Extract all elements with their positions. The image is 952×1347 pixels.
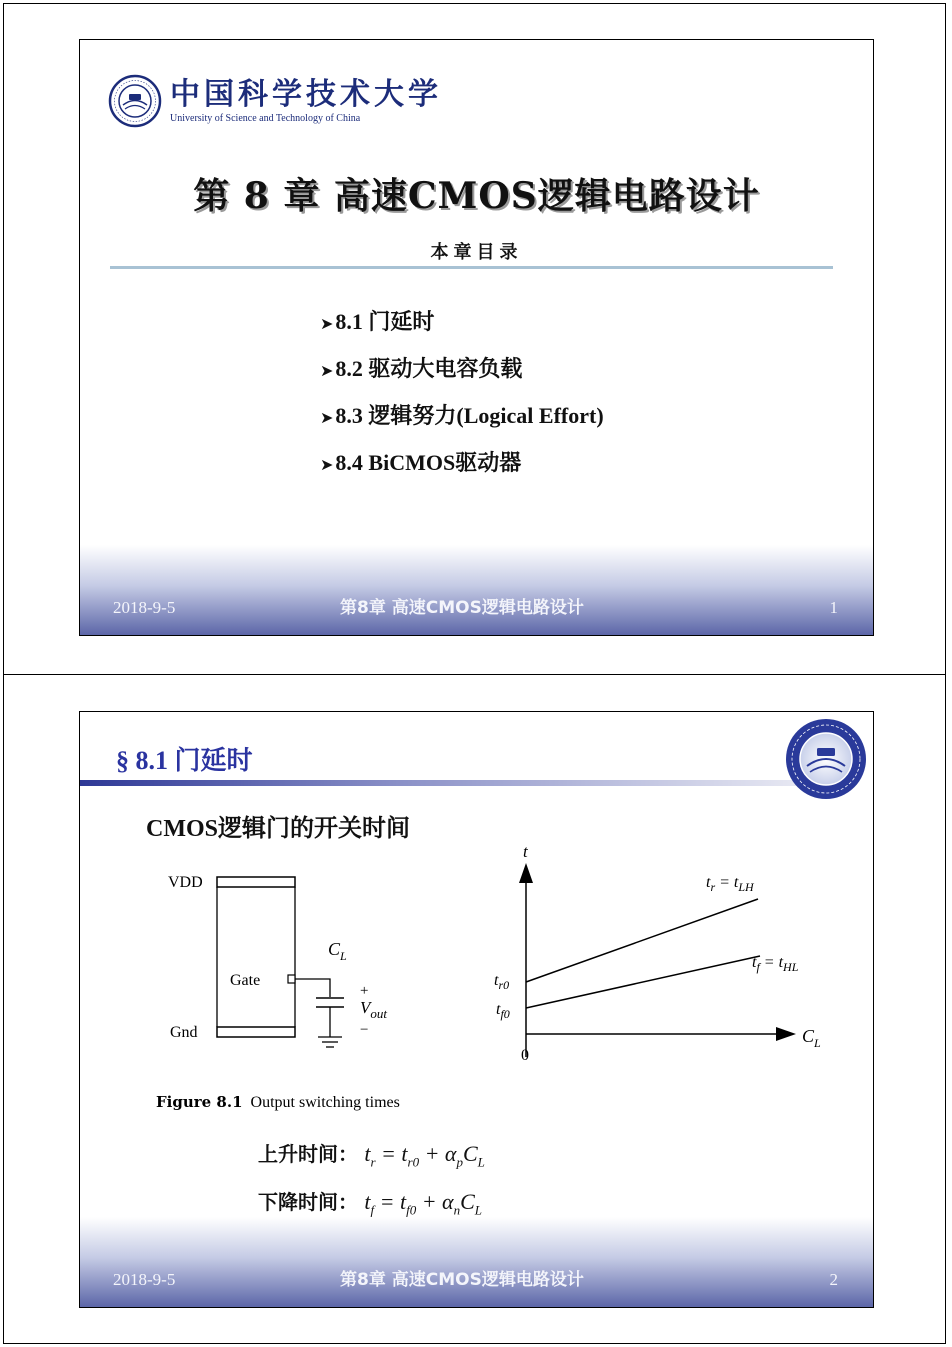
figure-caption: Figure 8.1 Output switching times bbox=[156, 1093, 400, 1111]
toc-item: ➤8.4 BiCMOS驱动器 bbox=[320, 450, 522, 475]
toc-title: 本章目录 bbox=[430, 242, 523, 263]
section-title: § 8.1 门延时 bbox=[116, 746, 253, 775]
vdd-rail bbox=[217, 877, 295, 887]
university-seal-icon bbox=[783, 716, 869, 802]
switching-times-figure bbox=[80, 837, 874, 1127]
university-name-en: University of Science and Technology of China bbox=[170, 113, 361, 124]
toc-item: ➤8.2 驱动大电容负载 bbox=[320, 356, 523, 381]
output-wire bbox=[295, 979, 330, 997]
footer-date: 2018-9-5 bbox=[113, 1270, 176, 1289]
toc-item: ➤8.3 逻辑努力(Logical Effort) bbox=[320, 403, 604, 428]
fall-time-equation bbox=[258, 1186, 482, 1218]
arrow-bullet-icon: ➤ bbox=[320, 314, 334, 333]
minus-sign: − bbox=[360, 1022, 369, 1038]
tr-curve-label: $t_r = t_{LH}$ bbox=[706, 874, 754, 894]
arrow-bullet-icon: ➤ bbox=[320, 455, 334, 474]
arrow-bullet-icon: ➤ bbox=[320, 361, 334, 380]
footer-title: 第8章 高速CMOS逻辑电路设计 bbox=[340, 1270, 584, 1290]
gate-label: Gate bbox=[230, 972, 261, 989]
title-divider bbox=[110, 266, 833, 269]
slide-1 bbox=[79, 39, 874, 636]
cl-axis-label: $C_L$ bbox=[802, 1026, 821, 1050]
chapter-title: 第 8 章 高速CMOS逻辑电路设计 bbox=[193, 175, 760, 217]
t-axis-label: t bbox=[523, 842, 528, 861]
cl-axis-arrow-icon bbox=[776, 1027, 796, 1041]
arrow-bullet-icon: ➤ bbox=[320, 408, 334, 427]
tr-line bbox=[526, 899, 758, 982]
university-logo bbox=[108, 74, 442, 128]
rise-time-label: 上升时间： bbox=[258, 1142, 358, 1166]
gnd-label: Gnd bbox=[170, 1024, 198, 1041]
plus-sign: + bbox=[360, 983, 369, 999]
cl-label: $C_L$ bbox=[328, 939, 347, 963]
footer-date: 2018-9-5 bbox=[113, 598, 176, 617]
rise-time-formula: $t_r = t_{r0} + \alpha_pC_L$ bbox=[364, 1141, 485, 1170]
page-number: 2 bbox=[829, 1270, 838, 1289]
tf-curve-label: $t_f = t_{HL}$ bbox=[752, 954, 799, 974]
rise-time-equation bbox=[258, 1138, 485, 1170]
slide-2 bbox=[79, 711, 874, 1308]
tr0-label: $t_{r0}$ bbox=[494, 972, 510, 992]
slide-footer bbox=[80, 1217, 873, 1307]
university-name-cn: 中国科学技术大学 bbox=[170, 77, 442, 112]
slide-footer bbox=[80, 545, 873, 635]
fall-time-formula: $t_f = t_{f0} + \alpha_nC_L$ bbox=[364, 1189, 483, 1218]
footer-title: 第8章 高速CMOS逻辑电路设计 bbox=[340, 598, 584, 618]
output-terminal bbox=[288, 975, 295, 983]
gnd-rail bbox=[217, 1027, 295, 1037]
toc-item: ➤8.1 门延时 bbox=[320, 309, 435, 334]
tf0-label: $t_{f0}$ bbox=[496, 1001, 510, 1021]
gate-circuit-diagram bbox=[168, 874, 387, 1047]
origin-label: 0 bbox=[521, 1047, 529, 1064]
slide-subtitle: CMOS逻辑门的开关时间 bbox=[146, 816, 410, 842]
university-seal-icon bbox=[108, 74, 162, 128]
vout-label: $V_{out}$ bbox=[360, 998, 388, 1021]
page-number: 1 bbox=[829, 598, 838, 617]
toc-list bbox=[320, 302, 604, 490]
vdd-label: VDD bbox=[168, 874, 203, 891]
switching-time-graph bbox=[494, 842, 821, 1064]
section-rule bbox=[80, 780, 803, 786]
tf-line bbox=[526, 956, 760, 1008]
t-axis-arrow-icon bbox=[519, 863, 533, 883]
fall-time-label: 下降时间： bbox=[258, 1190, 358, 1214]
